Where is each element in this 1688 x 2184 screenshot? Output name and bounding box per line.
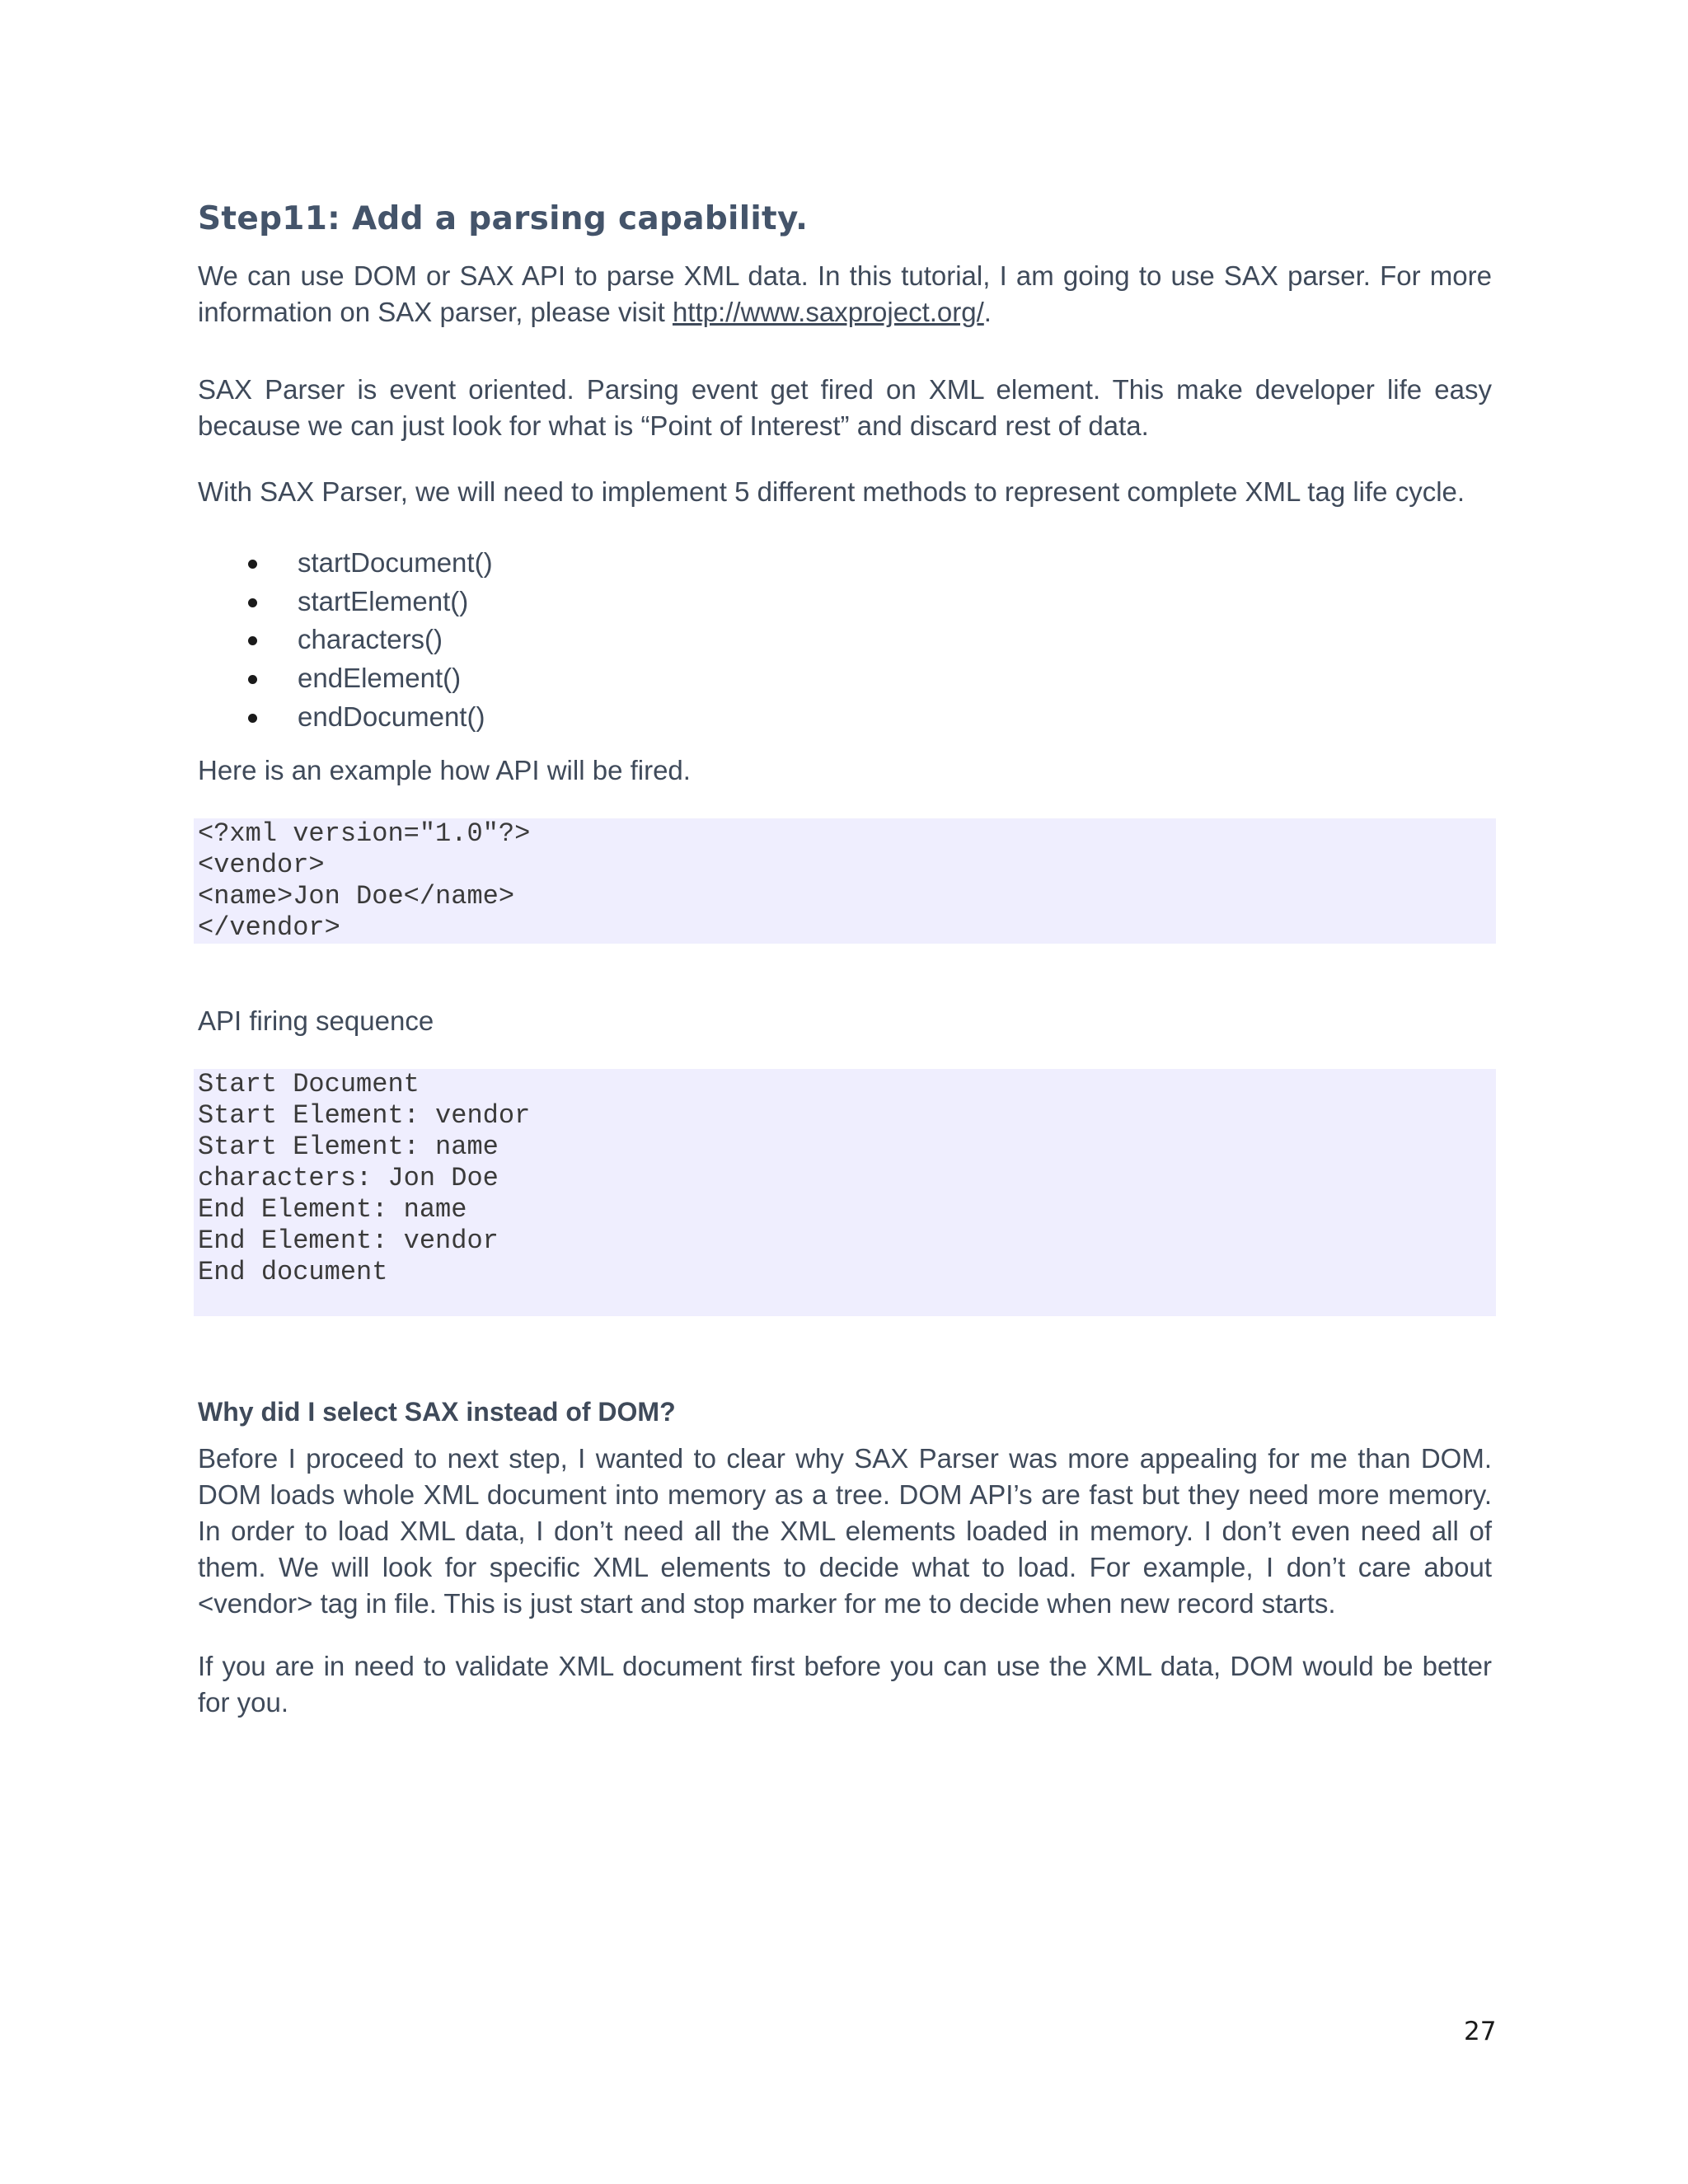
intro-text-end: .: [983, 297, 992, 327]
list-item: [198, 583, 493, 621]
xml-code-block: [194, 818, 1496, 944]
code-line: Start Element: name: [198, 1132, 499, 1162]
sequence-code-block: [194, 1069, 1496, 1316]
page-number: 27: [1464, 2017, 1497, 2046]
list-item: [198, 621, 493, 659]
code-line: characters: Jon Doe: [198, 1163, 499, 1193]
method-name: startDocument(): [298, 547, 493, 578]
bullet-icon: [248, 598, 257, 607]
bullet-icon: [248, 560, 257, 569]
bullet-icon: [248, 714, 257, 723]
list-item: [198, 544, 493, 583]
example-paragraph: Here is an example how API will be fired.: [198, 755, 691, 785]
bullet-icon: [248, 636, 257, 645]
sequence-label: API firing sequence: [198, 1005, 434, 1036]
method-name: characters(): [298, 624, 443, 655]
code-line: <name>Jon Doe</name>: [198, 881, 515, 912]
code-line: </vendor>: [198, 912, 340, 943]
code-line: Start Document: [198, 1069, 420, 1099]
code-line: End document: [198, 1257, 388, 1287]
methods-list: [198, 544, 493, 736]
subsection-heading: Why did I select SAX instead of DOM?: [198, 1397, 676, 1427]
list-item: [198, 698, 493, 737]
section-heading: Step11: Add a parsing capability.: [198, 200, 809, 237]
code-line: <vendor>: [198, 850, 325, 880]
intro-paragraph: [198, 258, 1492, 330]
code-line: Start Element: vendor: [198, 1100, 531, 1131]
code-line: <?xml version="1.0"?>: [198, 818, 531, 849]
bullet-icon: [248, 675, 257, 684]
event-paragraph: SAX Parser is event oriented. Parsing event get fired on XML element. This make developer life easy because we can just look for what is “Point of Interest” and discard rest of data.: [198, 374, 1492, 441]
validate-paragraph: If you are in need to validate XML document first before you can use the XML data, DOM would be better for you.: [198, 1651, 1492, 1718]
methods-paragraph: With SAX Parser, we will need to implement 5 different methods to represent complete XML tag life cycle.: [198, 476, 1465, 507]
code-line: End Element: vendor: [198, 1226, 499, 1256]
method-name: startElement(): [298, 585, 469, 616]
list-item: [198, 659, 493, 698]
why-paragraph: Before I proceed to next step, I wanted to clear why SAX Parser was more appealing for me than DOM. DOM loads whole XML document into memory as a tree. DOM API’s are fast but they need more memory. In order to load XML data, I don’t need all the XML elements loaded in memory. I don’t even need all of them. We will look for specific XML elements to decide what to load. For example, I don’t care about <vendor> tag in file. This is just start and stop marker for me to decide when new record starts.: [198, 1443, 1492, 1619]
intro-text: We can use DOM or SAX API to parse XML data. In this tutorial, I am going to use SAX parser. For more information on SAX parser, please visit: [198, 260, 1492, 327]
method-name: endDocument(): [298, 701, 485, 732]
saxproject-link[interactable]: http://www.saxproject.org/: [672, 297, 984, 327]
method-name: endElement(): [298, 663, 462, 694]
code-line: End Element: name: [198, 1194, 467, 1225]
